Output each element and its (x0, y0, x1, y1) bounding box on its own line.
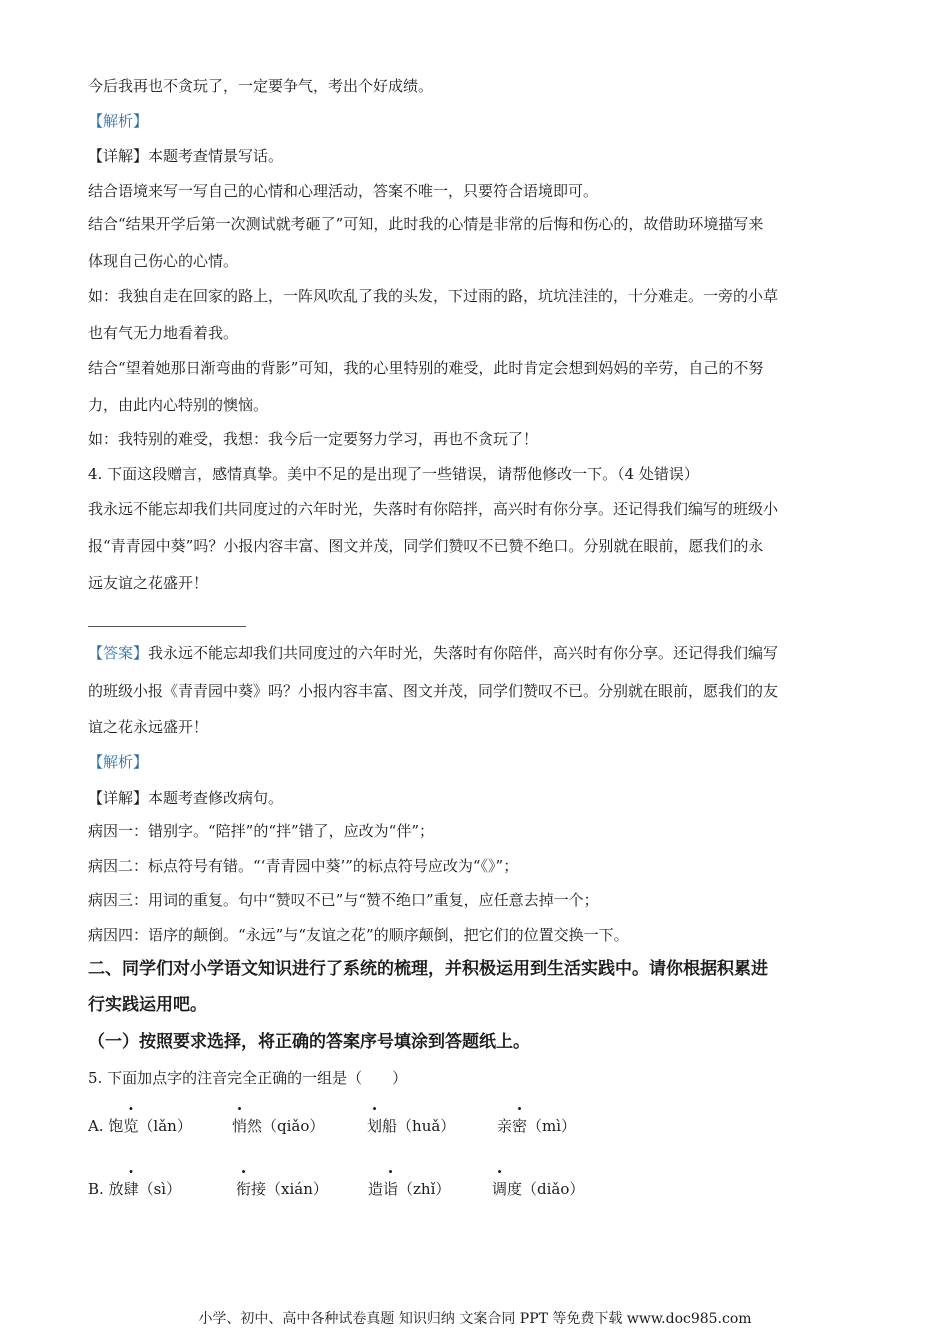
subsection-heading: （一）按照要求选择，将正确的答案序号填涂到答题纸上。 (88, 1032, 530, 1052)
dotted-char: 划 (367, 1117, 383, 1135)
option-label: A. (88, 1117, 104, 1135)
option-a: A. 饱览（lǎn） (88, 1117, 192, 1135)
text-line: 的班级小报《青青园中葵》吗？小报内容丰富、图文并茂，同学们赞叹不已。分别就在眼前，愿我们的友 (88, 682, 779, 700)
section-heading: 行实践运用吧。 (88, 995, 207, 1015)
section-heading: 二、同学们对小学语文知识进行了系统的梳理，并积极运用到生活实践中。请你根据积累进 (88, 959, 768, 979)
dotted-char: 览 (123, 1117, 139, 1135)
text-line: 【详解】本题考查情景写话。 (88, 147, 284, 165)
dotted-char: 诣 (383, 1180, 399, 1198)
page-footer: 小学、初中、高中各种试卷真题 知识归纳 文案合同 PPT 等免费下载 www.doc985.com (198, 1311, 752, 1327)
analysis-tag: 【解析】 (88, 753, 149, 771)
text-line: 我永远不能忘却我们共同度过的六年时光，失落时有你陪拌，高兴时有你分享。还记得我们编写的班级小 (88, 500, 779, 518)
text-line: 结合“结果开学后第一次测试就考砸了”可知，此时我的心情是非常的后悔和伤心的，故借助环境描写来 (88, 215, 764, 233)
text-line: 今后我再也不贪玩了，一定要争气，考出个好成绩。 (88, 77, 434, 95)
dotted-char: 肆 (123, 1180, 139, 1198)
answer-line (88, 643, 778, 663)
text-line: 报“青青园中葵”吗？小报内容丰富、图文并茂，同学们赞叹不已赞不绝口。分别就在眼前，愿我们的永 (88, 537, 764, 555)
option-a-item: 划船（huǎ） (367, 1117, 456, 1135)
text-line: 也有气无力地看着我。 (88, 324, 239, 342)
text-line: 远友谊之花盛开！ (88, 574, 209, 592)
text-line: 如：我特别的难受，我想：我今后一定要努力学习，再也不贪玩了！ (88, 430, 539, 448)
option-a-item: 亲密（mì） (497, 1117, 577, 1135)
text-line: 病因三：用词的重复。句中“赞叹不已”与“赞不绝口”重复，应任意去掉一个； (88, 891, 599, 909)
option-label: B. (88, 1180, 104, 1198)
text-line: 病因四：语序的颠倒。“永远”与“友谊之花”的顺序颠倒，把它们的位置交换一下。 (88, 926, 629, 944)
text-line: 病因二：标点符号有错。“‘青青园中葵’”的标点符号应改为“《》”； (88, 857, 519, 875)
option-b-item: 造诣（zhǐ） (368, 1180, 451, 1198)
dotted-char: 密 (512, 1117, 528, 1135)
option-b-item: 衔接（xián） (236, 1180, 328, 1198)
answer-blank-line (88, 626, 246, 627)
text-line: 力，由此内心特别的懊恼。 (88, 396, 269, 414)
dotted-char: 调 (492, 1180, 508, 1198)
text-line: 如：我独自走在回家的路上，一阵风吹乱了我的头发，下过雨的路，坑坑洼洼的，十分难走。一旁的小草 (88, 287, 779, 305)
text-line: 结合语境来写一写自己的心情和心理活动，答案不唯一，只要符合语境即可。 (88, 182, 599, 200)
text-line: 体现自己伤心的心情。 (88, 252, 239, 270)
option-b-item: 调度（diǎo） (492, 1180, 585, 1198)
text-line: 【详解】本题考查修改病句。 (88, 789, 284, 807)
text-line: 谊之花永远盛开！ (88, 718, 209, 736)
dotted-char: 悄 (232, 1117, 248, 1135)
text-line: 病因一：错别字。“陪拌”的“拌”错了，应改为“伴”； (88, 822, 435, 840)
question-5: 5. 下面加点字的注音完全正确的一组是（ ） (88, 1069, 408, 1087)
option-b: B. 放肆（sì） (88, 1180, 182, 1198)
dotted-char: 衔 (236, 1180, 252, 1198)
analysis-tag: 【解析】 (88, 112, 149, 130)
question-4: 4. 下面这段赠言，感情真挚。美中不足的是出现了一些错误，请帮他修改一下。（4 处错误） (88, 465, 699, 483)
option-a-item: 悄然（qiǎo） (232, 1117, 325, 1135)
answer-text: 我永远不能忘却我们共同度过的六年时光，失落时有你陪伴，高兴时有你分享。还记得我们编写 (148, 644, 779, 662)
text-line: 结合“望着她那日渐弯曲的背影”可知，我的心里特别的难受，此时肯定会想到妈妈的辛劳，自己的不努 (88, 359, 764, 377)
answer-tag: 【答案】 (88, 644, 149, 662)
